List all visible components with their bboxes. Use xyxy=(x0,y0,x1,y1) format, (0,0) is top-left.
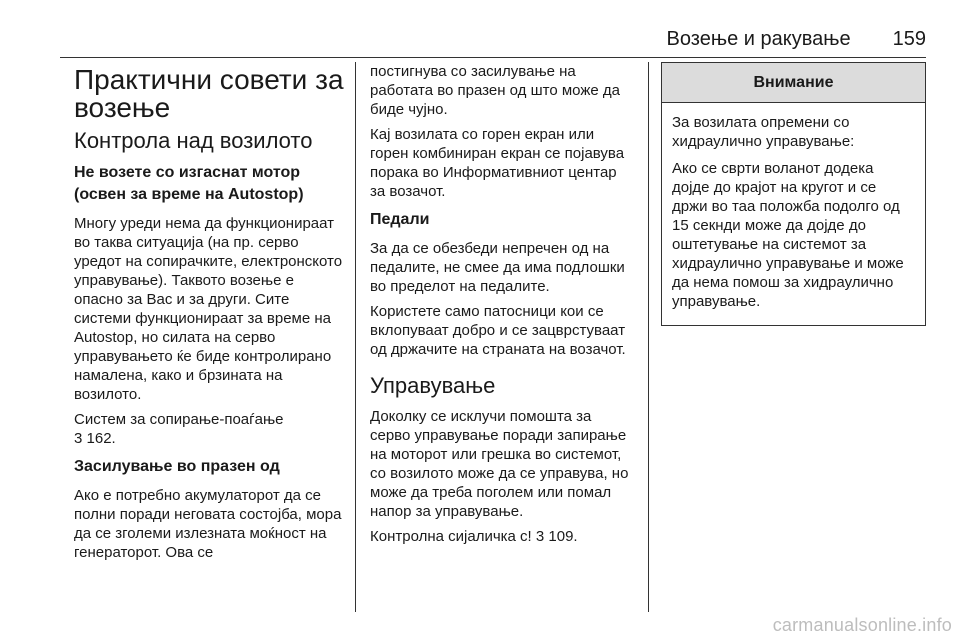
notice-body xyxy=(662,103,925,325)
column-divider-1 xyxy=(355,62,356,612)
paragraph-stop-start xyxy=(74,410,346,448)
header-rule xyxy=(60,57,926,58)
column-divider-2 xyxy=(648,62,649,612)
warning-notice-box xyxy=(661,62,926,326)
paragraph-floor-mats: Користете само патосници кои се вклопуваат добро и се зацврстуваат од држачите на страната на возачот. xyxy=(370,303,626,358)
main-title: Практични совети за возење xyxy=(74,64,344,123)
paragraph-idle-boost-cont: постигнува со засилување на работата во празен од што може да биде чујно. xyxy=(370,63,620,118)
section-title-vehicle-control: Контрола над возилото xyxy=(74,128,313,153)
column-middle xyxy=(370,62,635,552)
page-header xyxy=(60,24,926,54)
paragraph-pedals: За да се обезбеди непречен од на педалите, не смее да има подлошки во пределот на педалите. xyxy=(370,240,625,295)
section-title-steering: Управување xyxy=(370,373,496,398)
paragraph-warning-light: Контролна сијаличка c! 3 109. xyxy=(370,528,578,545)
subheading-idle-boost: Засилување во празен од xyxy=(74,458,280,475)
stop-start-label: Систем за сопирање-поаѓање xyxy=(74,411,284,428)
notice-paragraph-1: За возилата опремени со хидраулично управување: xyxy=(672,114,855,150)
paragraph-engine-off: Многу уреди нема да функционираат во таква ситуација (на пр. серво уредот на сопирачките, електронското управување). Таквото возење е опасно за Вас и за други. Сите системи функционираат за време на Autostop, но силата на серво управувањето ќе биде контролирано намалена, како и брзината на возилото. xyxy=(74,215,343,403)
paragraph-idle-boost: Ако е потребно акумулаторот да се полни поради неговата состојба, мора да се зголеми излезната моќност на генераторот. Ова се xyxy=(74,487,342,561)
watermark: carmanualsonline.info xyxy=(772,615,952,635)
header-title: Возење и ракување xyxy=(666,27,851,50)
paragraph-display-message: Кај возилата со горен екран или горен комбиниран екран се појавува порака во Информативниот центар за возачот. xyxy=(370,126,625,200)
column-left xyxy=(74,62,346,568)
page-reference-link[interactable]: 3 162. xyxy=(74,430,116,447)
notice-title: Внимание xyxy=(662,63,925,103)
page-number: 159 xyxy=(892,27,926,50)
subheading-engine-off: Не возете со изгаснат мотор (освен за време на Autostop) xyxy=(74,164,304,203)
notice-paragraph-2: Ако се сврти воланот додека дојде до крајот на кругот и се држи во таа положба подолго од 15 секнди може да дојде до оштетување на системот за хидраулично управување и може да нема помош за хидраулично управување. xyxy=(672,160,904,310)
subheading-pedals: Педали xyxy=(370,211,430,228)
paragraph-steering: Доколку се исклучи помошта за серво управување поради запирање на моторот или грешка во системот, со возилото може да се управува, но може да треба поголем или помал напор за управување. xyxy=(370,408,629,520)
column-right xyxy=(661,62,926,326)
